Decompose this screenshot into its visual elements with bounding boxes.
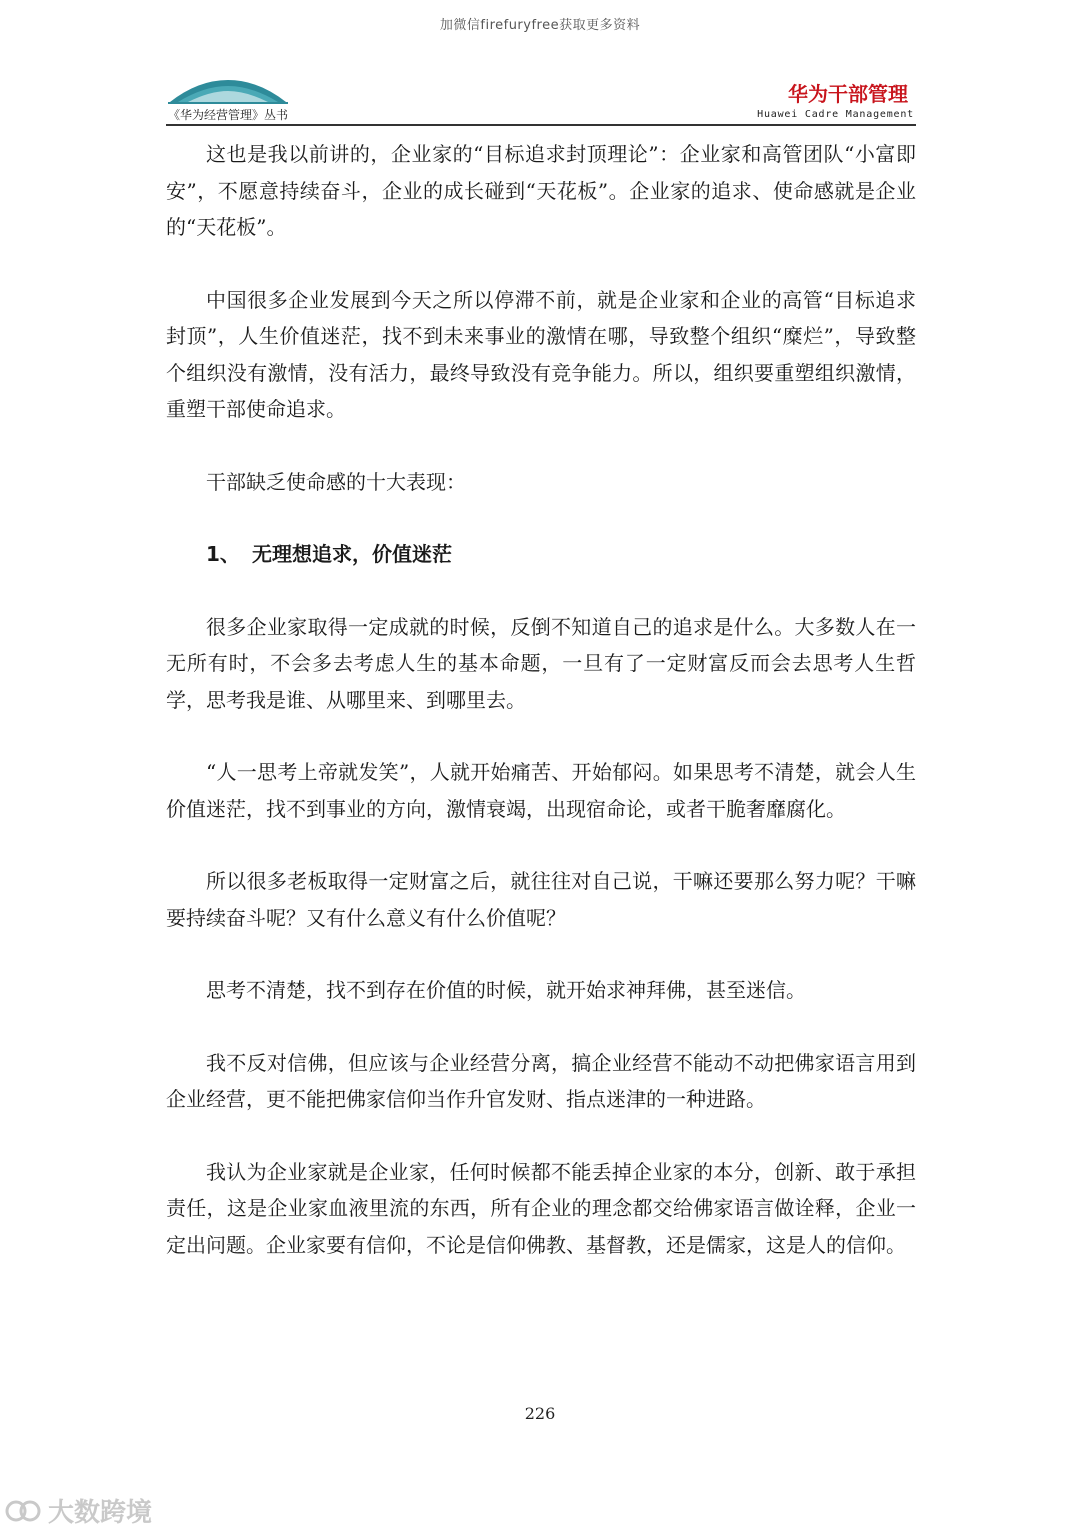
- brand-title-en: Huawei Cadre Management: [757, 109, 914, 120]
- paragraph-1: 这也是我以前讲的，企业家的“目标追求封顶理论”：企业家和高管团队“小富即安”，不愿意持续奋斗，企业的成长碰到“天花板”。企业家的追求、使命感就是企业的“天花板”。: [166, 142, 916, 239]
- heading-number: 1、: [206, 542, 240, 566]
- watermark-logo-icon: [4, 1495, 42, 1527]
- paragraph-5: “人一思考上帝就发笑”，人就开始痛苦、开始郁闷。如果思考不清楚，就会人生价值迷茫，找不到事业的方向，激情衰竭，出现宿命论，或者干脆奢靡腐化。: [166, 760, 916, 821]
- paragraph-6: 所以很多老板取得一定财富之后，就往往对自己说，干嘛还要那么努力呢？干嘛要持续奋斗呢？又有什么意义有什么价值呢？: [166, 869, 916, 930]
- paragraph-9: 我认为企业家就是企业家，任何时候都不能丢掉企业家的本分，创新、敢于承担责任，这是企业家血液里流的东西，所有企业的理念都交给佛家语言做诠释，企业一定出问题。企业家要有信仰，不论是信仰佛教、基督教，还是儒家，这是人的信仰。: [166, 1159, 916, 1257]
- top-note: 加微信firefuryfree获取更多资料: [439, 18, 641, 33]
- header-divider: [166, 124, 916, 126]
- page-content: [166, 128, 916, 1263]
- paragraph-4: 很多企业家取得一定成就的时候，反倒不知道自己的追求是什么。大多数人在一无所有时，不会多去考虑人生的基本命题，一旦有了一定财富反而会去思考人生哲学，思考我是谁、从哪里来、到哪里去。: [166, 614, 916, 712]
- paragraph-2: 中国很多企业发展到今天之所以停滞不前，就是企业家和企业的高管“目标追求封顶”，人生价值迷茫，找不到未来事业的激情在哪，导致整个组织“糜烂”，导致整个组织没有激情，没有活力，最终导致没有竞争能力。所以，组织要重塑组织激情，重塑干部使命追求。: [166, 287, 916, 421]
- series-title: 《华为经营管理》丛书: [168, 108, 289, 122]
- page-number: 226: [524, 1404, 556, 1423]
- watermark: [4, 1492, 152, 1529]
- paragraph-8: 我不反对信佛，但应该与企业经营分离，搞企业经营不能动不动把佛家语言用到企业经营，更不能把佛家信仰当作升官发财、指点迷津的一种进路。: [166, 1050, 916, 1111]
- watermark-text: 大数跨境: [48, 1498, 153, 1528]
- paragraph-7: 思考不清楚，找不到存在价值的时候，就开始求神拜佛，甚至迷信。: [206, 978, 806, 1002]
- brand-title-cn: 华为干部管理: [788, 82, 908, 106]
- mountain-logo-icon: [168, 76, 288, 106]
- section-heading: [166, 536, 916, 573]
- heading-text: 无理想追求，价值迷茫: [252, 542, 452, 566]
- paragraph-3: 干部缺乏使命感的十大表现：: [206, 469, 466, 494]
